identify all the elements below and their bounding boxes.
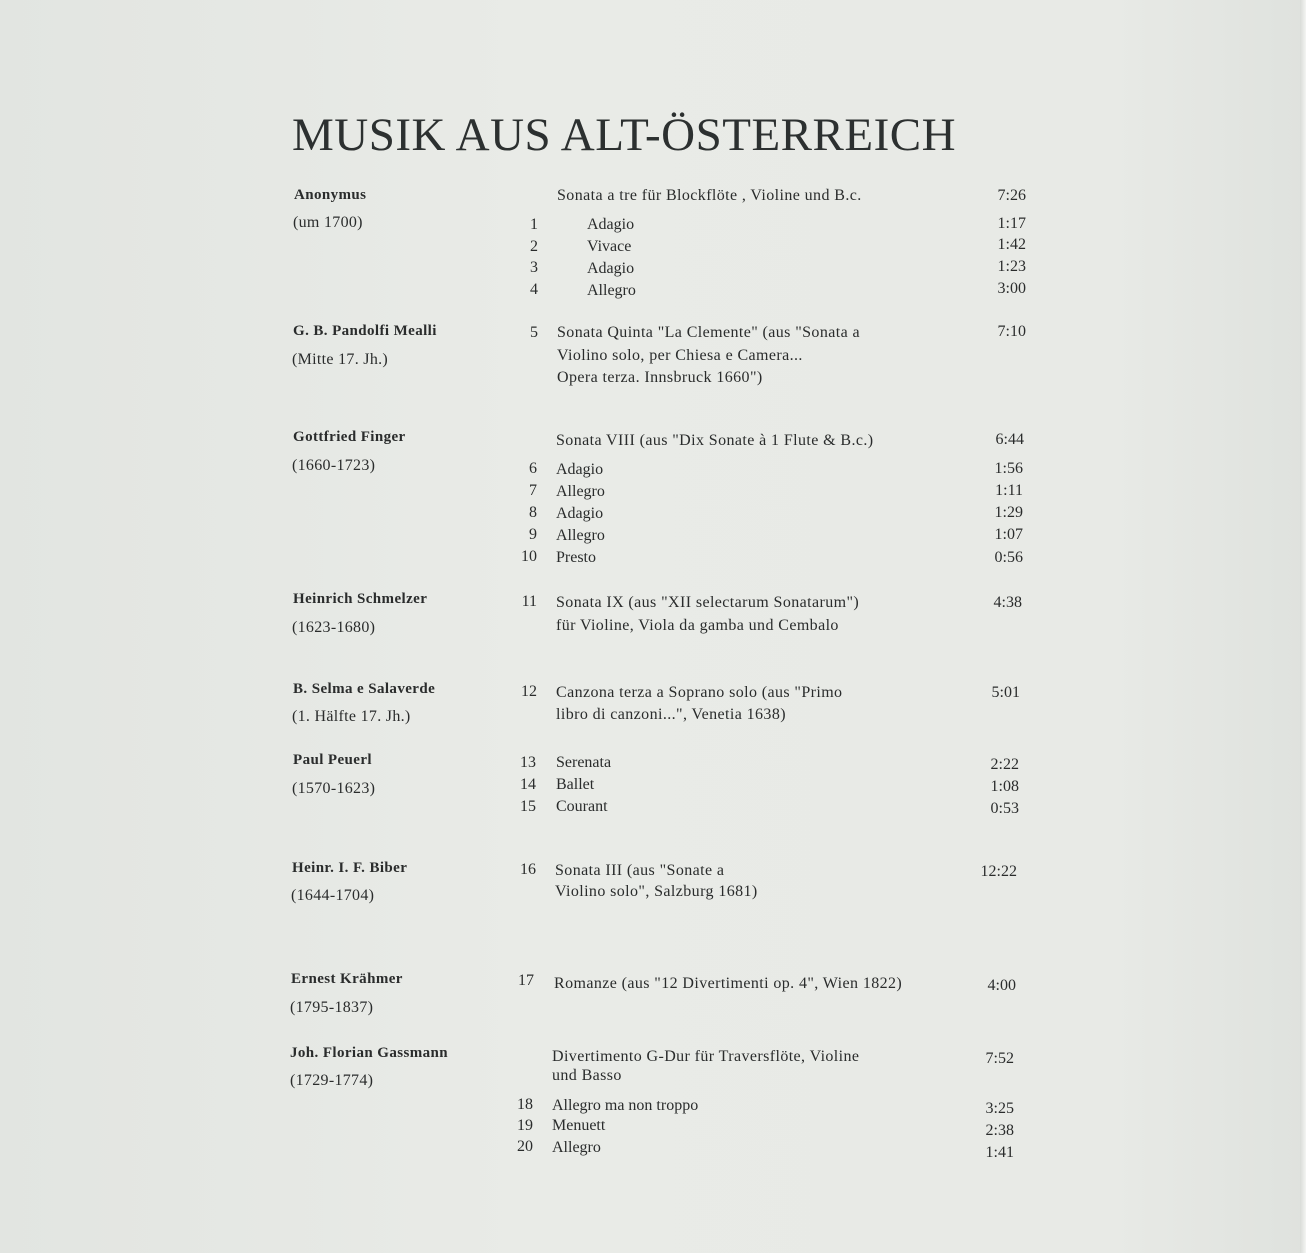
track-duration: 3:00 [997, 280, 1026, 297]
track-number: 18 [517, 1096, 533, 1113]
track-number: 16 [520, 861, 536, 878]
movement-title: Adagio [556, 461, 604, 478]
track-number: 17 [518, 972, 534, 989]
track-number: 12 [521, 683, 537, 700]
composer-dates: (1729-1774) [290, 1072, 374, 1089]
track-duration: 2:22 [990, 756, 1019, 773]
composer-name: Heinr. I. F. Biber [292, 860, 408, 876]
track-duration: 1:41 [985, 1144, 1014, 1161]
movement-title: Presto [556, 549, 596, 566]
work-title-line: Sonata IX (aus "XII selectarum Sonatarum") [556, 594, 860, 611]
track-duration: 1:23 [997, 258, 1026, 275]
track-number: 13 [520, 754, 536, 771]
work-duration: 12:22 [980, 863, 1017, 880]
work-title-line: Canzona terza a Soprano solo (aus "Primo [556, 684, 843, 701]
work-title-line: für Violine, Viola da gamba und Cembalo [556, 617, 839, 634]
track-number: 8 [529, 504, 537, 521]
movement-title: Ballet [556, 776, 595, 793]
page-title: MUSIK AUS ALT-ÖSTERREICH [292, 109, 957, 161]
work-title-line: libro di canzoni...", Venetia 1638) [556, 706, 786, 723]
composer-dates: (1570-1623) [292, 780, 376, 797]
track-duration: 2:38 [985, 1122, 1014, 1139]
track-duration: 1:11 [995, 482, 1023, 499]
track-duration: 1:42 [997, 236, 1026, 253]
movement-title: Menuett [552, 1117, 606, 1134]
composer-name: G. B. Pandolfi Mealli [293, 323, 437, 339]
track-number: 1 [530, 216, 538, 233]
track-duration: 1:56 [994, 460, 1023, 477]
work-title-line: Divertimento G-Dur für Traversflöte, Violine [552, 1048, 860, 1065]
composer-dates: (1. Hälfte 17. Jh.) [292, 708, 411, 725]
movement-title: Adagio [587, 216, 635, 233]
track-number: 5 [530, 324, 538, 341]
track-duration: 1:29 [994, 504, 1023, 521]
composer-dates: (1795-1837) [290, 999, 374, 1016]
composer-name: Anonymus [294, 187, 367, 203]
movement-title: Adagio [556, 505, 604, 522]
track-duration: 1:08 [990, 778, 1019, 795]
track-number: 19 [517, 1117, 533, 1134]
movement-title: Serenata [556, 754, 612, 771]
track-duration: 1:07 [994, 526, 1023, 543]
track-number: 7 [529, 482, 537, 499]
work-duration: 4:00 [987, 977, 1016, 994]
movement-title: Allegro ma non troppo [552, 1097, 699, 1114]
work-title: Sonata a tre für Blockflöte , Violine und B.c. [557, 187, 862, 204]
work-title: Sonata VIII (aus "Dix Sonate à 1 Flute & B.c.) [556, 432, 874, 449]
composer-dates: (Mitte 17. Jh.) [292, 351, 389, 368]
page-edge [1300, 0, 1306, 1253]
movement-title: Vivace [587, 238, 632, 255]
work-title-line: Violino solo", Salzburg 1681) [555, 883, 758, 900]
work-duration: 4:38 [993, 594, 1022, 611]
composer-name: Gottfried Finger [293, 429, 406, 445]
movement-title: Allegro [552, 1139, 601, 1156]
track-number: 15 [520, 798, 536, 815]
track-number: 11 [521, 593, 537, 610]
composer-dates: (1660-1723) [292, 457, 376, 474]
track-number: 3 [530, 259, 538, 276]
work-duration: 7:52 [985, 1050, 1014, 1067]
movement-title: Courant [556, 798, 608, 815]
movement-title: Adagio [587, 260, 635, 277]
track-number: 14 [520, 776, 536, 793]
track-number: 4 [530, 281, 538, 298]
work-duration: 6:44 [995, 431, 1024, 448]
work-title-line: Romanze (aus "12 Divertimenti op. 4", Wien 1822) [554, 975, 903, 992]
track-number: 6 [529, 460, 537, 477]
work-title-line: Opera terza. Innsbruck 1660") [557, 369, 763, 386]
composer-name: Ernest Krähmer [291, 971, 403, 987]
movement-title: Allegro [587, 282, 636, 299]
track-duration: 0:53 [990, 800, 1019, 817]
work-title-line: Sonata Quinta "La Clemente" (aus "Sonata a [557, 324, 860, 341]
work-title-line: Sonata III (aus "Sonate a [555, 862, 725, 879]
composer-dates: (1623-1680) [292, 619, 376, 636]
composer-dates: (1644-1704) [291, 887, 375, 904]
movement-title: Allegro [556, 527, 605, 544]
track-number: 10 [521, 548, 537, 565]
composer-name: Joh. Florian Gassmann [290, 1045, 449, 1061]
work-title-line: und Basso [552, 1067, 622, 1084]
composer-dates: (um 1700) [293, 214, 363, 231]
composer-name: Heinrich Schmelzer [293, 591, 428, 607]
movement-title: Allegro [556, 483, 605, 500]
work-title-line: Violino solo, per Chiesa e Camera... [557, 347, 803, 364]
composer-name: Paul Peuerl [293, 752, 372, 768]
track-duration: 3:25 [985, 1100, 1014, 1117]
track-duration: 1:17 [997, 215, 1026, 232]
composer-name: B. Selma e Salaverde [293, 681, 436, 697]
work-duration: 5:01 [991, 684, 1020, 701]
track-duration: 0:56 [994, 549, 1023, 566]
work-duration: 7:10 [997, 323, 1026, 340]
track-number: 2 [530, 238, 538, 255]
track-number: 20 [517, 1138, 533, 1155]
work-duration: 7:26 [997, 187, 1026, 204]
track-number: 9 [529, 526, 537, 543]
